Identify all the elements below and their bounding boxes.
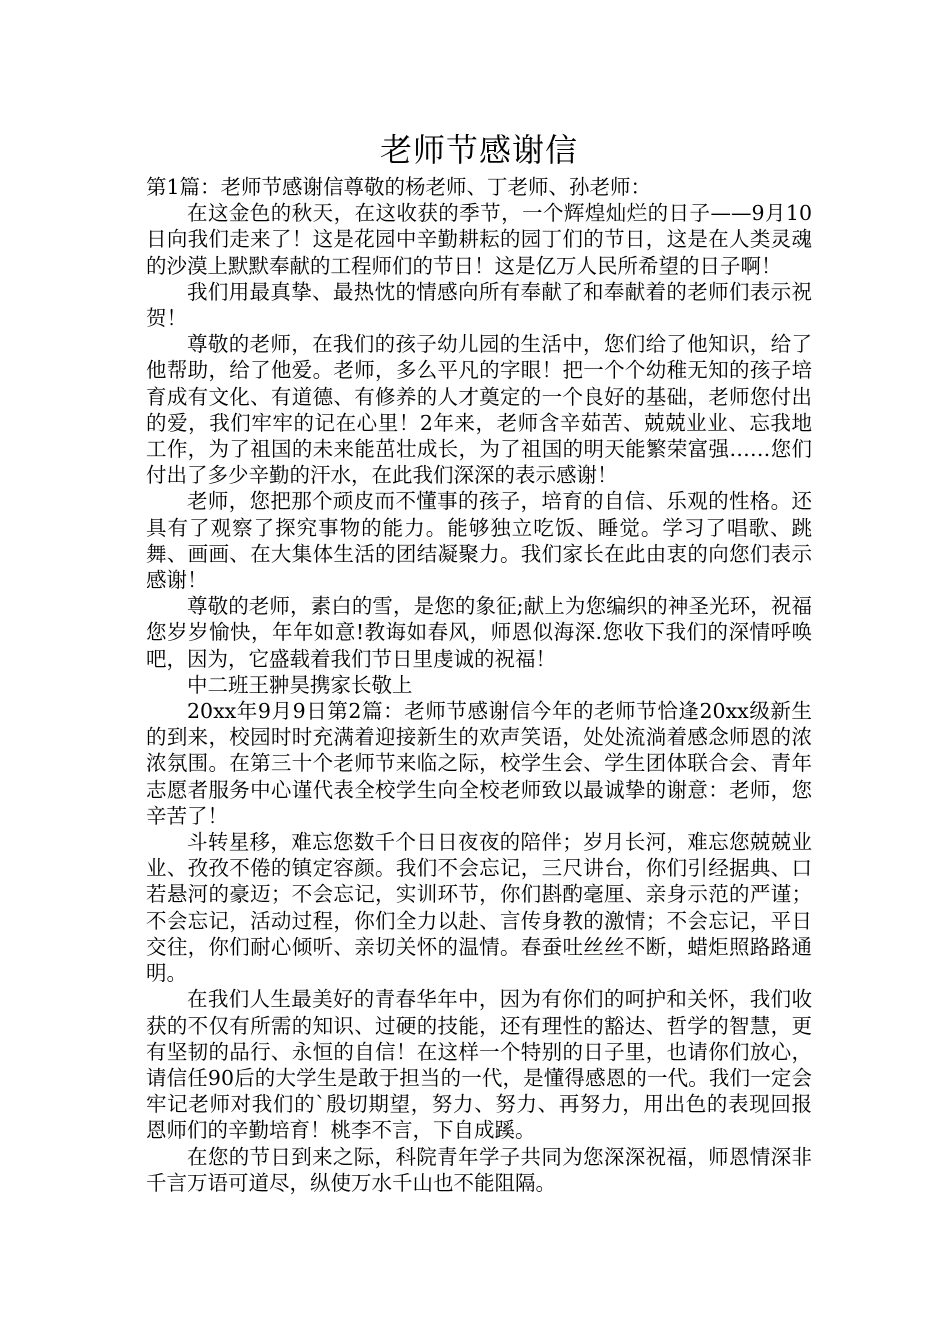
paragraph: 老师，您把那个顽皮而不懂事的孩子，培育的自信、乐观的性格。还具有了观察了探究事物的能力。能够独立吃饭、睡觉。学习了唱歌、跳舞、画画、在大集体生活的团结凝聚力。我们家长在此由衷的向您们表示感谢！ bbox=[146, 489, 812, 593]
document-page bbox=[146, 128, 812, 1196]
paragraph-heading-2: 20xx年9月9日第2篇：老师节感谢信今年的老师节恰逢20xx级新生的到来，校园时时充满着迎接新生的欢声笑语，处处流淌着感念师恩的浓浓氛围。在第三十个老师节来临之际，校学生会、学生团体联合会、青年志愿者服务中心谨代表全校学生向全校老师致以最诚挚的谢意：老师，您辛苦了！ bbox=[146, 699, 812, 828]
document-title: 老师节感谢信 bbox=[379, 131, 578, 169]
paragraph: 在我们人生最美好的青春华年中，因为有你们的呵护和关怀，我们收获的不仅有所需的知识、过硬的技能，还有理性的豁达、哲学的智慧，更有坚韧的品行、永恒的自信！在这样一个特别的日子里，也请你们放心，请信任90后的大学生是敢于担当的一代，是懂得感恩的一代。我们一定会牢记老师对我们的`殷切期望，努力、努力、再努力，用出色的表现回报恩师们的辛勤培育！桃李不言，下自成蹊。 bbox=[146, 987, 812, 1143]
signature-line: 中二班王翀昊携家长敬上 bbox=[187, 672, 413, 697]
paragraph: 在这金色的秋天，在这收获的季节，一个辉煌灿烂的日子——9月10日向我们走来了！这是花园中辛勤耕耘的园丁们的节日，这是在人类灵魂的沙漠上默默奉献的工程师们的节日！这是亿万人民所希望的日子啊！ bbox=[146, 201, 812, 278]
paragraph-heading-1: 第1篇：老师节感谢信尊敬的杨老师、丁老师、孙老师： bbox=[146, 175, 652, 199]
paragraph: 斗转星移，难忘您数千个日日夜夜的陪伴；岁月长河，难忘您兢兢业业、孜孜不倦的镇定容颜。我们不会忘记，三尺讲台，你们引经据典、口若悬河的豪迈；不会忘记，实训环节，你们斟酌毫厘、亲身示范的严谨；不会忘记，活动过程，你们全力以赴、言传身教的激情；不会忘记，平日交往，你们耐心倾听、亲切关怀的温情。春蚕吐丝丝不断，蜡炬照路路通明。 bbox=[146, 830, 812, 986]
paragraph: 尊敬的老师，在我们的孩子幼儿园的生活中，您们给了他知识，给了他帮助，给了他爱。老师，多么平凡的字眼！把一个个幼稚无知的孩子培育成有文化、有道德、有修养的人才奠定的一个良好的基础，老师您付出的爱，我们牢牢的记在心里！2年来，老师含辛茹苦、兢兢业业、忘我地工作，为了祖国的未来能茁壮成长，为了祖国的明天能繁荣富强……您们付出了多少辛勤的汗水，在此我们深深的表示感谢！ bbox=[146, 332, 812, 488]
paragraph: 在您的节日到来之际，科院青年学子共同为您深深祝福，师恩情深非千言万语可道尽，纵使万水千山也不能阻隔。 bbox=[146, 1144, 812, 1195]
paragraph: 我们用最真挚、最热忱的情感向所有奉献了和奉献着的老师们表示祝贺！ bbox=[146, 279, 812, 331]
paragraph: 尊敬的老师，素白的雪，是您的象征;献上为您编织的神圣光环，祝福您岁岁愉快，年年如意!教诲如春风，师恩似海深.您收下我们的深情呼唤吧，因为，它盛载着我们节日里虔诚的祝福！ bbox=[146, 594, 812, 671]
